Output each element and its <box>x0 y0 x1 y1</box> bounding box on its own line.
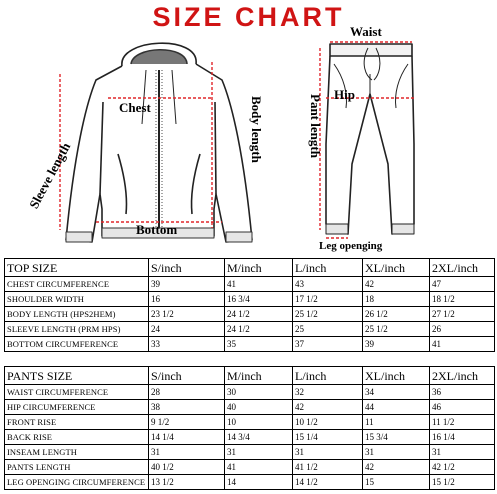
table-cell: 47 <box>430 277 495 292</box>
header-cell: PANTS SIZE <box>5 367 149 385</box>
header-cell: L/inch <box>293 259 363 277</box>
measure-name: LEG OPENGING CIRCUMFERENCE <box>5 475 149 490</box>
table-cell: 31 <box>430 445 495 460</box>
page-title: SIZE CHART <box>152 2 345 32</box>
pant-length-label: Pant length <box>308 94 323 158</box>
pants-measure-lines <box>320 42 414 238</box>
table-row <box>5 307 495 322</box>
table-row <box>5 430 495 445</box>
table-cell: 40 <box>225 400 293 415</box>
hoodie-hood-lining <box>131 50 187 64</box>
table-cell: 11 <box>363 415 430 430</box>
header-cell: M/inch <box>225 367 293 385</box>
header-cell: TOP SIZE <box>5 259 149 277</box>
table-cell: 23 1/2 <box>149 307 225 322</box>
table-cell: 18 <box>363 292 430 307</box>
table-cell: 25 <box>293 322 363 337</box>
measure-name: INSEAM LENGTH <box>5 445 149 460</box>
waist-label: Waist <box>350 24 382 39</box>
hoodie-measure-lines <box>60 62 222 230</box>
pants-drawing <box>326 44 414 234</box>
table-row <box>5 415 495 430</box>
table-cell: 42 <box>363 460 430 475</box>
hoodie-left-pocket <box>118 154 127 214</box>
table-row <box>5 445 495 460</box>
table-cell: 15 3/4 <box>363 430 430 445</box>
table-row <box>5 475 495 490</box>
table-cell: 16 1/4 <box>430 430 495 445</box>
table-cell: 13 1/2 <box>149 475 225 490</box>
table-cell: 33 <box>149 337 225 352</box>
table-cell: 9 1/2 <box>149 415 225 430</box>
measure-name: FRONT RISE <box>5 415 149 430</box>
table-cell: 31 <box>149 445 225 460</box>
table-cell: 30 <box>225 385 293 400</box>
table-cell: 10 <box>225 415 293 430</box>
table-cell: 42 <box>293 400 363 415</box>
measure-name: BOTTOM CIRCUMFERENCE <box>5 337 149 352</box>
table-cell: 41 <box>225 460 293 475</box>
hoodie-right-cuff <box>226 232 252 242</box>
table-row <box>5 322 495 337</box>
table-cell: 38 <box>149 400 225 415</box>
table-cell: 10 1/2 <box>293 415 363 430</box>
table-header-row <box>5 259 495 277</box>
table-cell: 17 1/2 <box>293 292 363 307</box>
table-cell: 24 <box>149 322 225 337</box>
pants-right-cuff <box>392 224 414 234</box>
table-cell: 31 <box>363 445 430 460</box>
measure-name: BODY LENGTH (HPS2HEM) <box>5 307 149 322</box>
table-cell: 26 1/2 <box>363 307 430 322</box>
table-cell: 14 3/4 <box>225 430 293 445</box>
table-cell: 40 1/2 <box>149 460 225 475</box>
hoodie-right-sleeve-seam <box>215 102 216 194</box>
leg-opening-label: Leg openging <box>319 240 383 252</box>
table-cell: 28 <box>149 385 225 400</box>
table-cell: 42 <box>363 277 430 292</box>
table-cell: 26 <box>430 322 495 337</box>
table-cell: 36 <box>430 385 495 400</box>
header-cell: XL/inch <box>363 259 430 277</box>
table-cell: 15 1/2 <box>430 475 495 490</box>
table-cell: 46 <box>430 400 495 415</box>
hoodie-right-pocket <box>191 154 200 214</box>
hoodie-left-cuff <box>66 232 92 242</box>
table-cell: 41 <box>430 337 495 352</box>
header-cell: 2XL/inch <box>430 367 495 385</box>
hip-label: Hip <box>334 87 355 102</box>
top-size-table <box>4 258 495 352</box>
table-row <box>5 400 495 415</box>
table-cell: 43 <box>293 277 363 292</box>
table-cell: 42 1/2 <box>430 460 495 475</box>
table-cell: 32 <box>293 385 363 400</box>
header-cell: 2XL/inch <box>430 259 495 277</box>
table-cell: 25 1/2 <box>363 322 430 337</box>
table-cell: 31 <box>225 445 293 460</box>
table-cell: 14 <box>225 475 293 490</box>
table-cell: 24 1/2 <box>225 307 293 322</box>
table-header-row <box>5 367 495 385</box>
pants-waistband <box>330 44 412 56</box>
table-cell: 31 <box>293 445 363 460</box>
pants-left-cuff <box>326 224 348 234</box>
pants-right-pocket <box>396 64 409 108</box>
table-cell: 14 1/4 <box>149 430 225 445</box>
header-cell: XL/inch <box>363 367 430 385</box>
measure-name: PANTS LENGTH <box>5 460 149 475</box>
chest-label: Chest <box>119 100 151 115</box>
table-cell: 41 <box>225 277 293 292</box>
body-length-label: Body length <box>249 96 264 163</box>
table-row <box>5 337 495 352</box>
table-row <box>5 385 495 400</box>
table-cell: 16 <box>149 292 225 307</box>
table-cell: 27 1/2 <box>430 307 495 322</box>
hoodie-right-drawstring <box>172 70 176 124</box>
measure-name: HIP CIRCUMFERENCE <box>5 400 149 415</box>
table-cell: 34 <box>363 385 430 400</box>
table-row <box>5 277 495 292</box>
table-cell: 18 1/2 <box>430 292 495 307</box>
header-cell: L/inch <box>293 367 363 385</box>
bottom-label: Bottom <box>136 222 178 237</box>
table-row <box>5 460 495 475</box>
table-row <box>5 292 495 307</box>
table-cell: 15 1/4 <box>293 430 363 445</box>
table-cell: 16 3/4 <box>225 292 293 307</box>
table-cell: 44 <box>363 400 430 415</box>
measure-name: WAIST CIRCUMFERENCE <box>5 385 149 400</box>
table-cell: 39 <box>363 337 430 352</box>
header-cell: M/inch <box>225 259 293 277</box>
measure-name: CHEST CIRCUMFERENCE <box>5 277 149 292</box>
pants-size-table <box>4 366 495 490</box>
header-cell: S/inch <box>149 367 225 385</box>
hoodie-drawing <box>66 43 252 242</box>
table-cell: 39 <box>149 277 225 292</box>
sleeve-length-label: Sleeve length <box>26 139 74 212</box>
table-cell: 37 <box>293 337 363 352</box>
measure-name: SLEEVE LENGTH (PRM HPS) <box>5 322 149 337</box>
garment-illustration <box>0 24 497 256</box>
table-cell: 11 1/2 <box>430 415 495 430</box>
hoodie-left-sleeve-seam <box>100 102 103 194</box>
table-cell: 35 <box>225 337 293 352</box>
table-cell: 15 <box>363 475 430 490</box>
measure-name: BACK RISE <box>5 430 149 445</box>
table-cell: 25 1/2 <box>293 307 363 322</box>
table-cell: 24 1/2 <box>225 322 293 337</box>
table-cell: 41 1/2 <box>293 460 363 475</box>
measure-name: SHOULDER WIDTH <box>5 292 149 307</box>
table-cell: 14 1/2 <box>293 475 363 490</box>
header-cell: S/inch <box>149 259 225 277</box>
